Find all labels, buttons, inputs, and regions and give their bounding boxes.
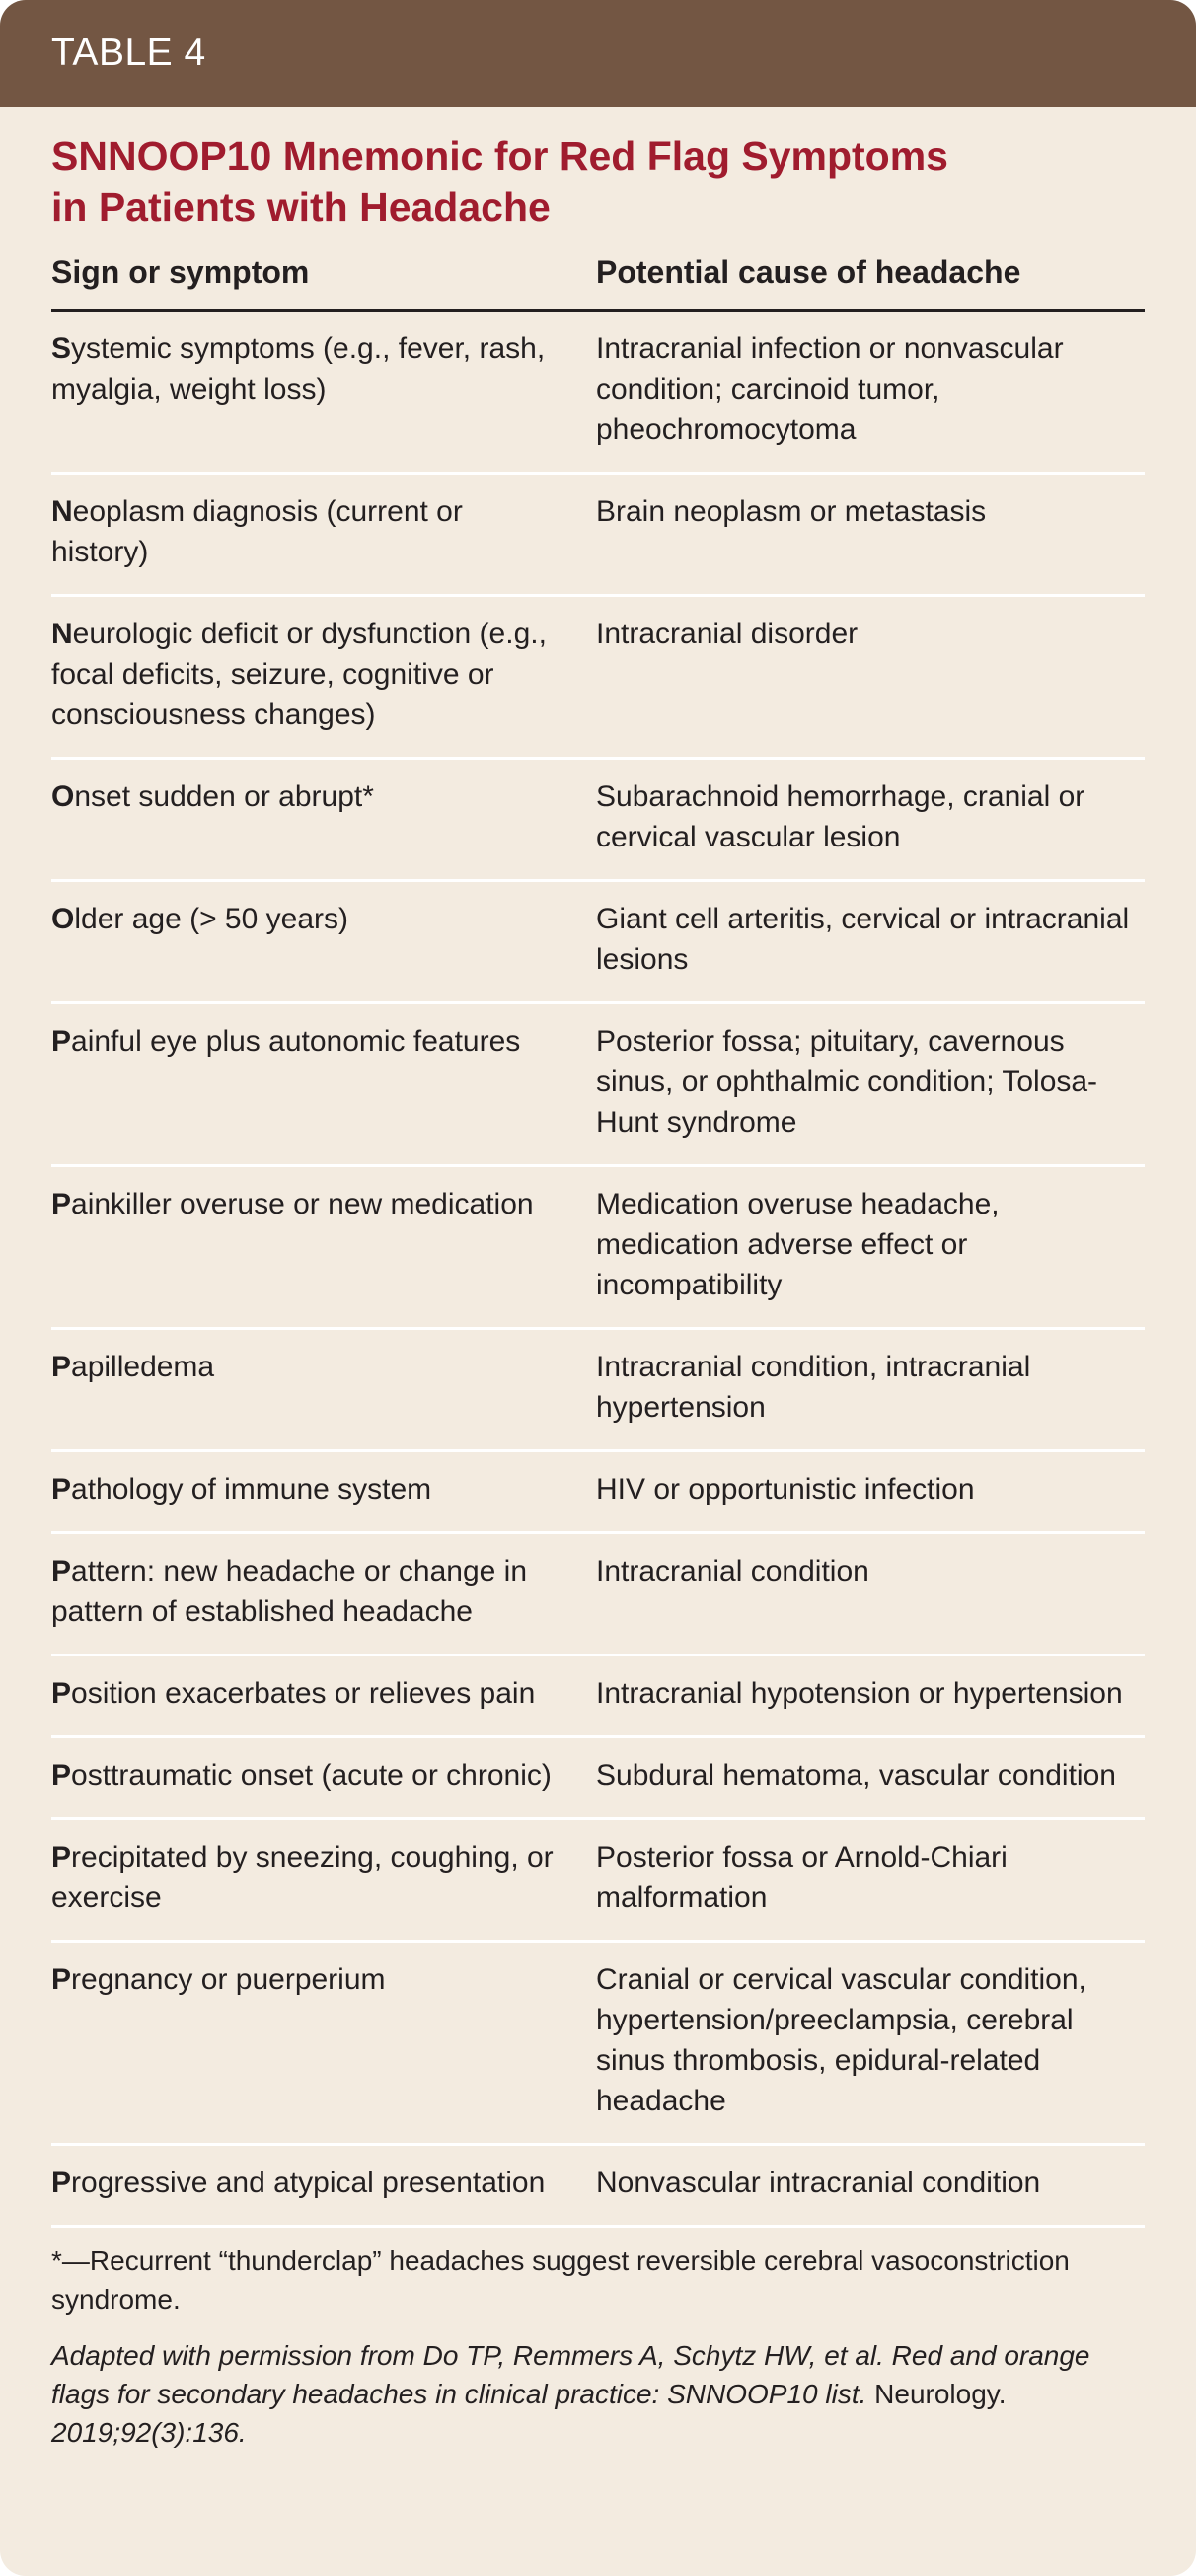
mnemonic-initial: P [51,1473,72,1506]
sign-text: regnancy or puerperium [71,1963,386,1996]
footnote: *—Recurrent “thunderclap” headaches suggest reversible cerebral vasoconstriction syndrome. [51,2245,1070,2315]
mnemonic-initial: S [51,332,72,365]
column-header-cause: Potential cause of headache [594,245,1145,311]
table-row [51,1329,1145,1451]
cause-cell: Subdural hematoma, vascular condition [594,1737,1145,1819]
sign-cell [51,1533,594,1656]
cause-cell: Cranial or cervical vascular condition, hypertension/preeclampsia, cerebral sinus thrombosis, epidural-related headache [594,1942,1145,2145]
cause-cell: Giant cell arteritis, cervical or intracranial lesions [594,881,1145,1003]
table-title-line-1: SNNOOP10 Mnemonic for Red Flag Symptoms [51,133,948,179]
mnemonic-initial: O [51,903,75,935]
source-citation [51,2336,1145,2452]
table-row [51,311,1145,474]
cause-cell: Intracranial condition, intracranial hypertension [594,1329,1145,1451]
sign-cell [51,1003,594,1166]
source-journal: Neurology. [866,2379,1007,2409]
mnemonic-initial: N [51,495,73,528]
table-row [51,1451,1145,1533]
cause-cell: Intracranial infection or nonvascular condition; carcinoid tumor, pheochromocytoma [594,311,1145,474]
cause-cell: Nonvascular intracranial condition [594,2145,1145,2227]
sign-cell [51,311,594,474]
table-row [51,759,1145,881]
cause-cell: Intracranial disorder [594,596,1145,759]
sign-text: osttraumatic onset (acute or chronic) [71,1759,552,1792]
sign-text: ystemic symptoms (e.g., fever, rash, myalgia, weight loss) [51,332,546,405]
source-volume: 2019;92(3):136. [51,2417,247,2448]
sign-cell [51,1656,594,1737]
table-row [51,1942,1145,2145]
sign-cell [51,474,594,596]
table-row [51,1533,1145,1656]
table-row [51,1656,1145,1737]
table-title-line-2: in Patients with Headache [51,184,551,230]
table-body [51,311,1145,2227]
table-header-row [51,245,1145,311]
mnemonic-initial: P [51,1677,72,1710]
sign-cell [51,1451,594,1533]
sign-text: recipitated by sneezing, coughing, or exercise [51,1841,554,1914]
cause-cell: Subarachnoid hemorrhage, cranial or cervical vascular lesion [594,759,1145,881]
cause-cell: HIV or opportunistic infection [594,1451,1145,1533]
symptom-table [51,245,1145,2228]
table-notes [51,2242,1145,2452]
cause-cell: Intracranial condition [594,1533,1145,1656]
column-header-sign: Sign or symptom [51,245,594,311]
table-row [51,1166,1145,1329]
mnemonic-initial: P [51,2167,72,2199]
sign-cell [51,881,594,1003]
sign-text: ainkiller overuse or new medication [71,1188,534,1220]
sign-cell [51,759,594,881]
sign-text: athology of immune system [71,1473,432,1506]
cause-cell: Intracranial hypotension or hypertension [594,1656,1145,1737]
sign-text: eoplasm diagnosis (current or history) [51,495,463,568]
mnemonic-initial: N [51,618,73,650]
sign-cell [51,1737,594,1819]
table-header-bar [0,0,1196,107]
mnemonic-initial: O [51,780,75,813]
table-row [51,881,1145,1003]
mnemonic-initial: P [51,1188,72,1220]
mnemonic-initial: P [51,1025,72,1058]
mnemonic-initial: P [51,1963,72,1996]
sign-cell [51,1942,594,2145]
source-citation-text: Adapted with permission from Do TP, Remmers A, Schytz HW, et al. Red and orange flags for secondary headaches in clinical practice: SNNOOP10 list. [51,2340,1090,2409]
cause-cell: Posterior fossa; pituitary, cavernous sinus, or ophthalmic condition; Tolosa-Hunt syndrome [594,1003,1145,1166]
cause-cell: Brain neoplasm or metastasis [594,474,1145,596]
mnemonic-initial: P [51,1759,72,1792]
sign-cell [51,2145,594,2227]
cause-cell: Posterior fossa or Arnold-Chiari malformation [594,1819,1145,1942]
table-row [51,474,1145,596]
sign-text: lder age (> 50 years) [74,903,348,935]
sign-text: apilledema [71,1351,215,1383]
sign-text: eurologic deficit or dysfunction (e.g., focal deficits, seizure, cognitive or consciousness changes) [51,618,547,731]
sign-cell [51,596,594,759]
sign-text: ainful eye plus autonomic features [71,1025,521,1058]
table-number-label: TABLE 4 [51,32,206,74]
mnemonic-initial: P [51,1555,72,1587]
sign-cell [51,1819,594,1942]
sign-text: rogressive and atypical presentation [71,2167,546,2199]
cause-cell: Medication overuse headache, medication adverse effect or incompatibility [594,1166,1145,1329]
table-row [51,1819,1145,1942]
sign-text: attern: new headache or change in pattern of established headache [51,1555,528,1628]
table-row [51,596,1145,759]
sign-cell [51,1166,594,1329]
table-title [51,130,1038,233]
sign-text: osition exacerbates or relieves pain [71,1677,536,1710]
sign-text: nset sudden or abrupt* [74,780,374,813]
table-row [51,1003,1145,1166]
sign-cell [51,1329,594,1451]
table-row [51,1737,1145,1819]
table-row [51,2145,1145,2227]
mnemonic-initial: P [51,1351,72,1383]
mnemonic-initial: P [51,1841,72,1874]
